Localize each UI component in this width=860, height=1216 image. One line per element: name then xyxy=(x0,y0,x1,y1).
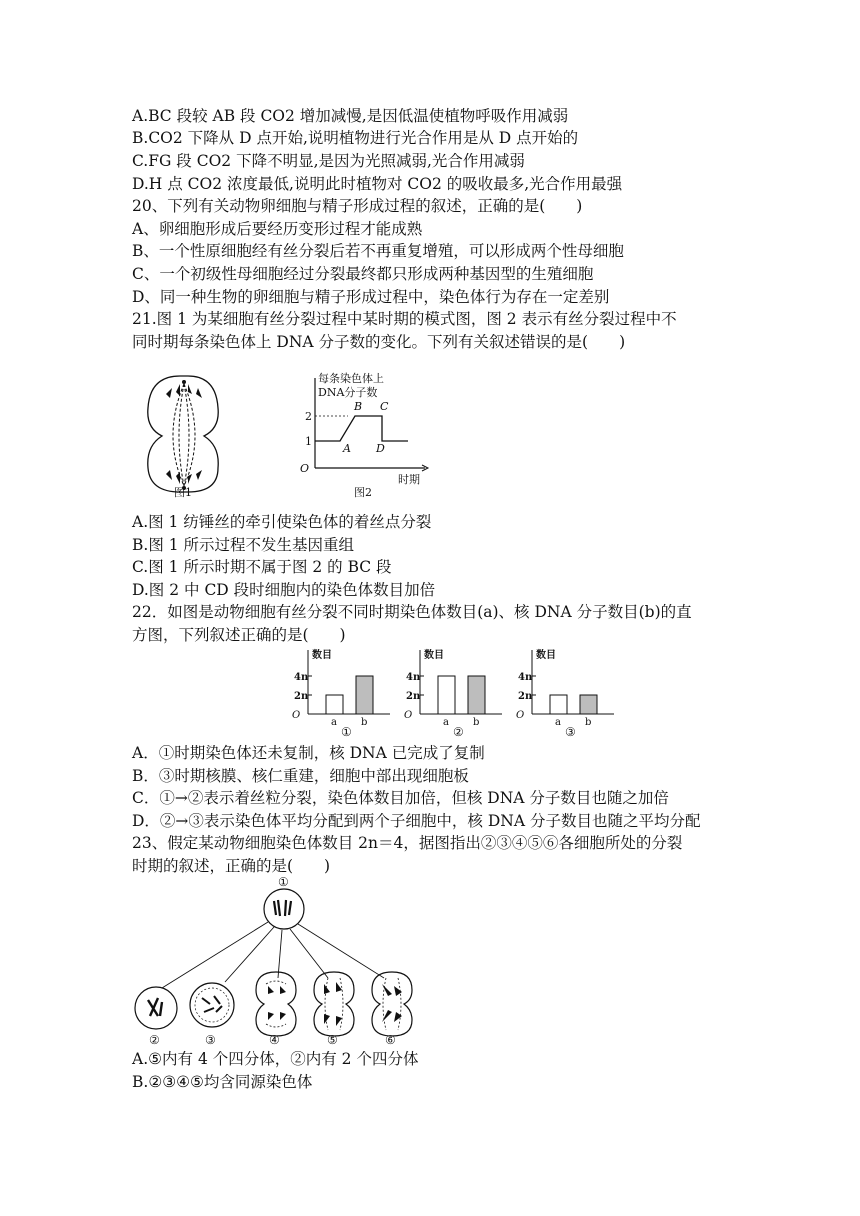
y-axis-label: 数目 xyxy=(312,650,332,661)
fig1-cell xyxy=(148,376,218,492)
q20-option-d: D、同一种生物的卵细胞与精子形成过程中，染色体行为存在一定差别 xyxy=(132,288,610,306)
cell-label-1: ① xyxy=(278,875,289,889)
q19-option-a: A.BC 段较 AB 段 CO2 增加减慢,是因低温使植物呼吸作用减弱 xyxy=(132,107,569,125)
fig1-caption: 图1 xyxy=(174,486,192,499)
q22-option-c: C．①→②表示着丝粒分裂，染色体数目加倍，但核 DNA 分子数目也随之加倍 xyxy=(132,789,669,807)
x-tick-label: a xyxy=(555,717,561,728)
q22-stem-line2: 方图，下列叙述正确的是( ) xyxy=(132,626,346,644)
fig2-point-a: A xyxy=(343,442,351,455)
y-tick-label: 2n xyxy=(406,691,421,702)
q20-option-a: A、卵细胞形成后要经历变形过程才能成熟 xyxy=(132,220,423,238)
y-tick-label: 4n xyxy=(294,672,309,683)
q22-option-b: B．③时期核膜、核仁重建，细胞中部出现细胞板 xyxy=(132,767,469,785)
fig2-point-b: B xyxy=(354,400,363,413)
q23-stem-line1: 23、假定某动物细胞染色体数目 2n＝4，据图指出②③④⑤⑥各细胞所处的分裂 xyxy=(132,834,683,852)
q21-option-b: B.图 1 所示过程不发生基因重组 xyxy=(132,536,355,554)
cell-6 xyxy=(372,972,412,1036)
x-tick-label: b xyxy=(585,717,592,728)
q20-stem: 20、下列有关动物卵细胞与精子形成过程的叙述，正确的是( ) xyxy=(132,197,583,215)
fig2-ylabel-line2: DNA分子数 xyxy=(318,386,378,399)
cell-1 xyxy=(264,889,304,929)
cell-2 xyxy=(135,987,177,1029)
q20-option-b: B、一个性原细胞经有丝分裂后若不再重复增殖，可以形成两个性母细胞 xyxy=(132,242,624,260)
q21-option-d: D.图 2 中 CD 段时细胞内的染色体数目加倍 xyxy=(132,581,436,599)
q21-figure xyxy=(140,368,440,503)
q19-option-d: D.H 点 CO2 浓度最低,说明此时植物对 CO2 的吸收最多,光合作用最强 xyxy=(132,175,623,193)
bar xyxy=(580,695,597,714)
q23-stem-line2: 时期的叙述，正确的是( ) xyxy=(132,857,331,875)
cell-label-2: ② xyxy=(149,1033,160,1046)
origin-label: O xyxy=(516,710,525,721)
fig2-caption: 图2 xyxy=(354,486,372,499)
cell-label-6: ⑥ xyxy=(385,1033,396,1046)
q23-cell-diagram xyxy=(128,874,428,1046)
q21-option-a: A.图 1 纺锤丝的牵引使染色体的着丝点分裂 xyxy=(132,513,432,531)
bar xyxy=(468,676,485,714)
cell-5 xyxy=(314,972,354,1036)
q21-option-c: C.图 1 所示时期不属于图 2 的 BC 段 xyxy=(132,558,392,576)
fig2-ylabel-line1: 每条染色体上 xyxy=(318,372,384,385)
x-tick-label: a xyxy=(443,717,449,728)
q23-option-b: B.②③④⑤均含同源染色体 xyxy=(132,1073,313,1091)
q23-option-a: A.⑤内有 4 个四分体，②内有 2 个四分体 xyxy=(132,1050,419,1068)
fig2-point-c: C xyxy=(380,400,389,413)
bar xyxy=(550,695,567,714)
cell-label-5: ⑤ xyxy=(327,1033,338,1046)
q19-option-c: C.FG 段 CO2 下降不明显,是因为光照减弱,光合作用减弱 xyxy=(132,152,525,170)
y-tick-label: 4n xyxy=(406,672,421,683)
q21-stem-line2: 同时期每条染色体上 DNA 分子数的变化。下列有关叙述错误的是( ) xyxy=(132,333,626,351)
bar xyxy=(356,676,373,714)
cell-label-4: ④ xyxy=(269,1033,280,1046)
fig2-point-d: D xyxy=(376,442,385,455)
fig2-ytick-1: 1 xyxy=(305,435,312,448)
q21-stem-line1: 21.图 1 为某细胞有丝分裂过程中某时期的模式图，图 2 表示有丝分裂过程中不 xyxy=(132,310,677,328)
chart-label: ① xyxy=(341,725,352,739)
fig2-chart xyxy=(300,371,428,486)
cell-4 xyxy=(256,972,296,1036)
y-tick-label: 2n xyxy=(518,691,533,702)
bar xyxy=(326,695,343,714)
origin-label: O xyxy=(404,710,413,721)
q22-bar-charts xyxy=(290,646,620,740)
fig2-origin: O xyxy=(300,462,310,475)
origin-label: O xyxy=(292,710,301,721)
q22-option-a: A．①时期染色体还未复制，核 DNA 已完成了复制 xyxy=(132,744,485,762)
fig2-xlabel: 时期 xyxy=(398,473,420,486)
q22-stem-line1: 22．如图是动物细胞有丝分裂不同时期染色体数目(a)、核 DNA 分子数目(b)的直 xyxy=(132,603,692,621)
q20-option-c: C、一个初级性母细胞经过分裂最终都只形成两种基因型的生殖细胞 xyxy=(132,265,594,283)
y-tick-label: 4n xyxy=(518,672,533,683)
bar xyxy=(438,676,455,714)
cell-3 xyxy=(190,983,234,1027)
chart-label: ② xyxy=(453,725,464,739)
y-tick-label: 2n xyxy=(294,691,309,702)
y-axis-label: 数目 xyxy=(536,650,556,661)
y-axis-label: 数目 xyxy=(424,650,444,661)
x-tick-label: b xyxy=(361,717,368,728)
chart-label: ③ xyxy=(565,725,576,739)
cell-label-3: ③ xyxy=(205,1033,216,1046)
x-tick-label: a xyxy=(331,717,337,728)
x-tick-label: b xyxy=(473,717,480,728)
q19-option-b: B.CO2 下降从 D 点开始,说明植物进行光合作用是从 D 点开始的 xyxy=(132,129,579,147)
fig2-ytick-2: 2 xyxy=(305,410,312,423)
q22-option-d: D．②→③表示染色体平均分配到两个子细胞中，核 DNA 分子数目也随之平均分配 xyxy=(132,812,701,830)
